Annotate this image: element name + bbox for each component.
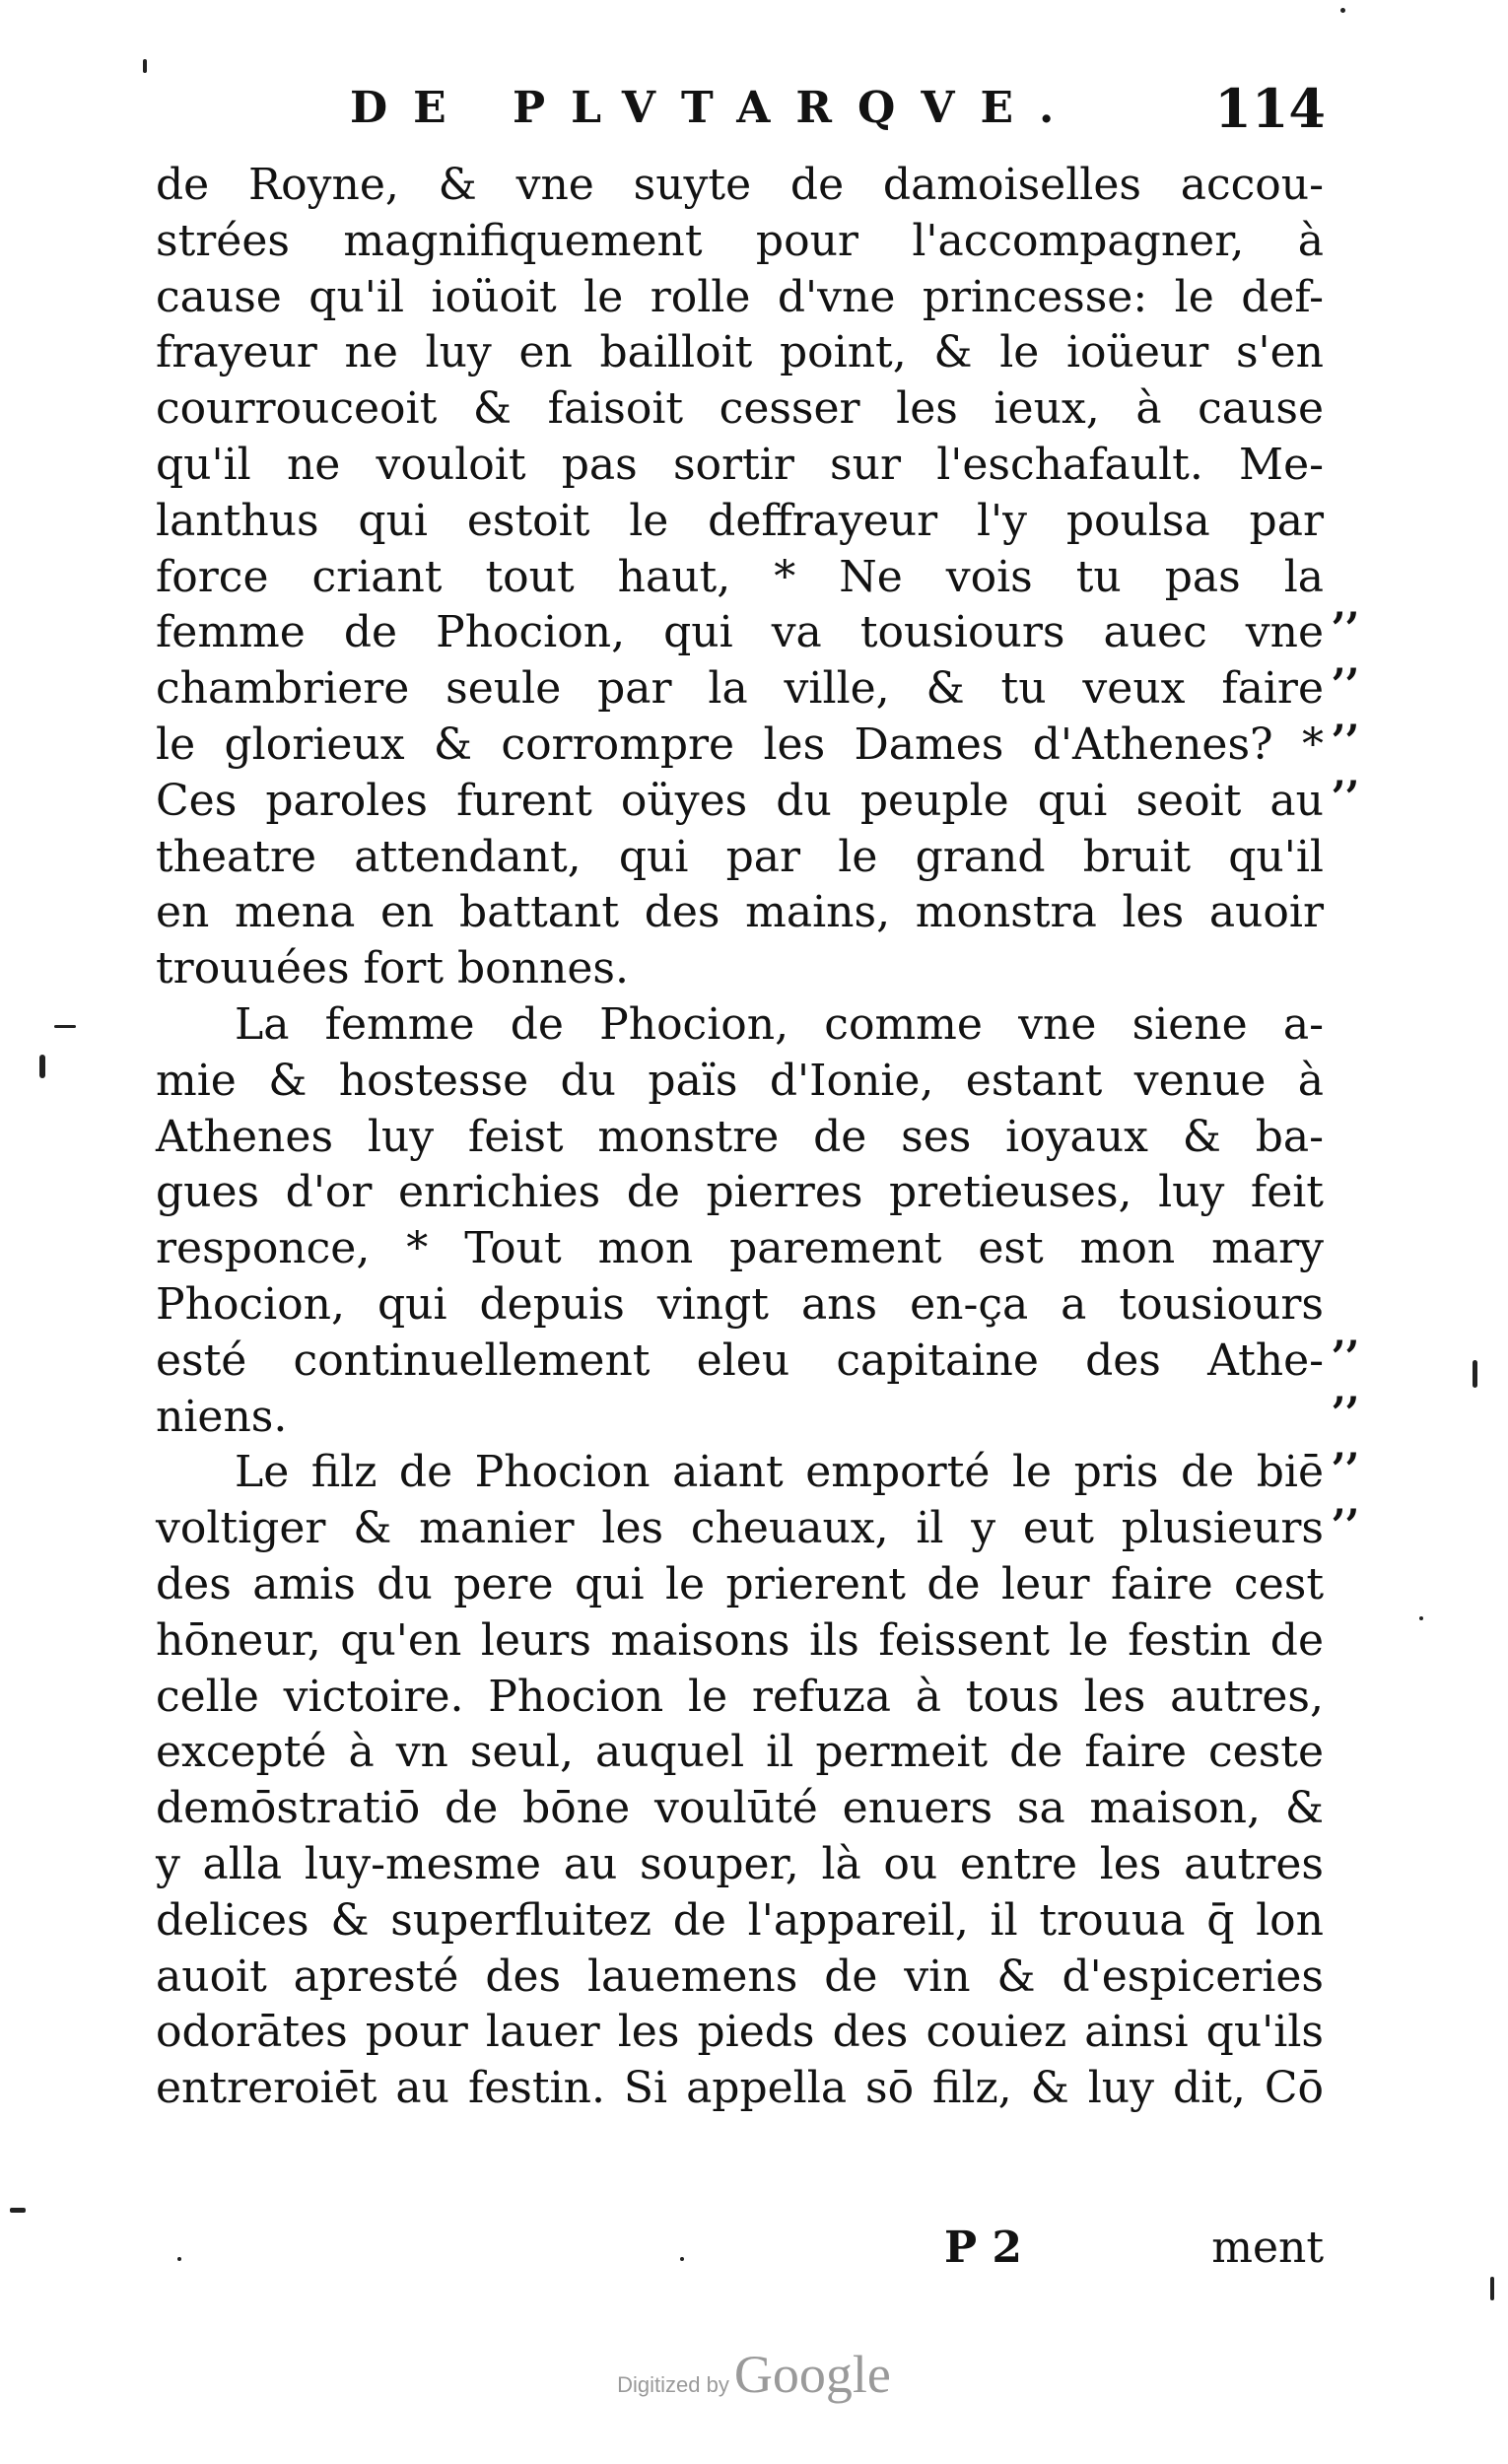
quote-mark: ,, (1333, 1366, 1360, 1412)
text-line: femme de Phocion, qui va tousiours auec vne (156, 607, 1324, 658)
text-line: demōstratiō de bōne voulūté enuers sa maison, & (156, 1783, 1324, 1834)
text-line: chambriere seule par la ville, & tu veux faire (156, 663, 1324, 715)
ink-speck (1490, 2277, 1494, 2300)
running-head-title: DE PLVTARQVE. (350, 83, 1080, 133)
text-line: La femme de Phocion, comme vne siene a- (235, 998, 1324, 1050)
quote-mark: ,, (1333, 1478, 1360, 1525)
quote-mark: ,, (1333, 1422, 1360, 1469)
ink-speck (10, 2208, 26, 2213)
running-header (163, 77, 1326, 146)
text-line: Phocion, qui depuis vingt ans en-ça a tousiours (156, 1278, 1324, 1330)
text-line: esté continuellement eleu capitaine des Athe- (156, 1335, 1324, 1386)
digitization-watermark (0, 2344, 1508, 2405)
page-number: 114 (1214, 77, 1326, 140)
text-line: mie & hostesse du païs d'Ionie, estant venue à (156, 1055, 1324, 1106)
text-line: en mena en battant des mains, monstra les auoir (156, 887, 1324, 938)
text-line: theatre attendant, qui par le grand bruit qu'il (156, 831, 1324, 882)
ink-speck (1473, 1360, 1477, 1388)
text-line: delices & superfluitez de l'appareil, il trouua q̄ lon (156, 1894, 1324, 1946)
ink-speck (54, 1025, 76, 1028)
text-line: responce, * Tout mon parement est mon mary (156, 1223, 1324, 1274)
ink-speck (143, 59, 147, 73)
watermark-prefix: Digitized by (617, 2372, 729, 2397)
text-line: voltiger & manier les cheuaux, il y eut plusieurs (156, 1503, 1324, 1554)
text-line: auoit apresté des lauemens de vin & d'espiceries (156, 1951, 1324, 2002)
text-line: qu'il ne vouloit pas sortir sur l'eschafault. Me- (156, 439, 1324, 490)
text-line: courrouceoit & faisoit cesser les ieux, à cause (156, 383, 1324, 435)
text-line: le glorieux & corrompre les Dames d'Athenes? * (156, 719, 1324, 770)
ink-speck (177, 2257, 181, 2261)
watermark-logo: Google (733, 2345, 891, 2404)
text-line: niens. (156, 1391, 288, 1442)
quote-mark: ,, (1333, 1310, 1360, 1356)
text-line: odorātes pour lauer les pieds des couiez ainsi qu'ils (156, 2007, 1324, 2058)
text-line: Athenes luy feist monstre de ses ioyaux & ba- (156, 1111, 1324, 1162)
text-line: Le filz de Phocion aiant emporté le pris de biē (235, 1447, 1324, 1498)
text-line: strées magnifiquement pour l'accompagner, à (156, 215, 1324, 266)
ink-speck (39, 1055, 45, 1078)
text-line: cause qu'il ioüoit le rolle d'vne princesse: le def- (156, 271, 1324, 322)
text-line: de Royne, & vne suyte de damoiselles accou- (156, 160, 1324, 210)
text-line: celle victoire. Phocion le refuza à tous les autres, (156, 1671, 1324, 1722)
text-line: entreroiēt au festin. Si appella sō filz, & luy dit, Cō (156, 2063, 1324, 2114)
text-line: Ces paroles furent oüyes du peuple qui seoit au (156, 775, 1324, 826)
text-line: trouuées fort bonnes. (156, 943, 629, 994)
quote-mark: ,, (1333, 638, 1360, 684)
quote-mark: ,, (1333, 750, 1360, 796)
text-line: frayeur ne luy en bailloit point, & le ioüeur s'en (156, 327, 1324, 378)
text-line: hōneur, qu'en leurs maisons ils feissent le festin de (156, 1614, 1324, 1666)
text-line: y alla luy-mesme au souper, là ou entre les autres (156, 1838, 1324, 1889)
text-line: excepté à vn seul, auquel il permeit de faire ceste (156, 1727, 1324, 1778)
text-line: des amis du pere qui le prierent de leur faire cest (156, 1558, 1324, 1609)
catchword: ment (1211, 2223, 1324, 2273)
ink-speck (1340, 8, 1345, 13)
ink-speck (680, 2257, 684, 2261)
text-line: lanthus qui estoit le deffrayeur l'y poulsa par (156, 495, 1324, 546)
quote-mark: ,, (1333, 694, 1360, 740)
page-footer (156, 2223, 1324, 2278)
page-body (156, 158, 1324, 2117)
ink-speck (1419, 1616, 1423, 1620)
signature-mark: P 2 (944, 2223, 1023, 2273)
text-line: force criant tout haut, * Ne vois tu pas la (156, 551, 1324, 602)
quote-mark: ,, (1333, 582, 1360, 628)
text-line: gues d'or enrichies de pierres pretieuses, luy feit (156, 1167, 1324, 1218)
